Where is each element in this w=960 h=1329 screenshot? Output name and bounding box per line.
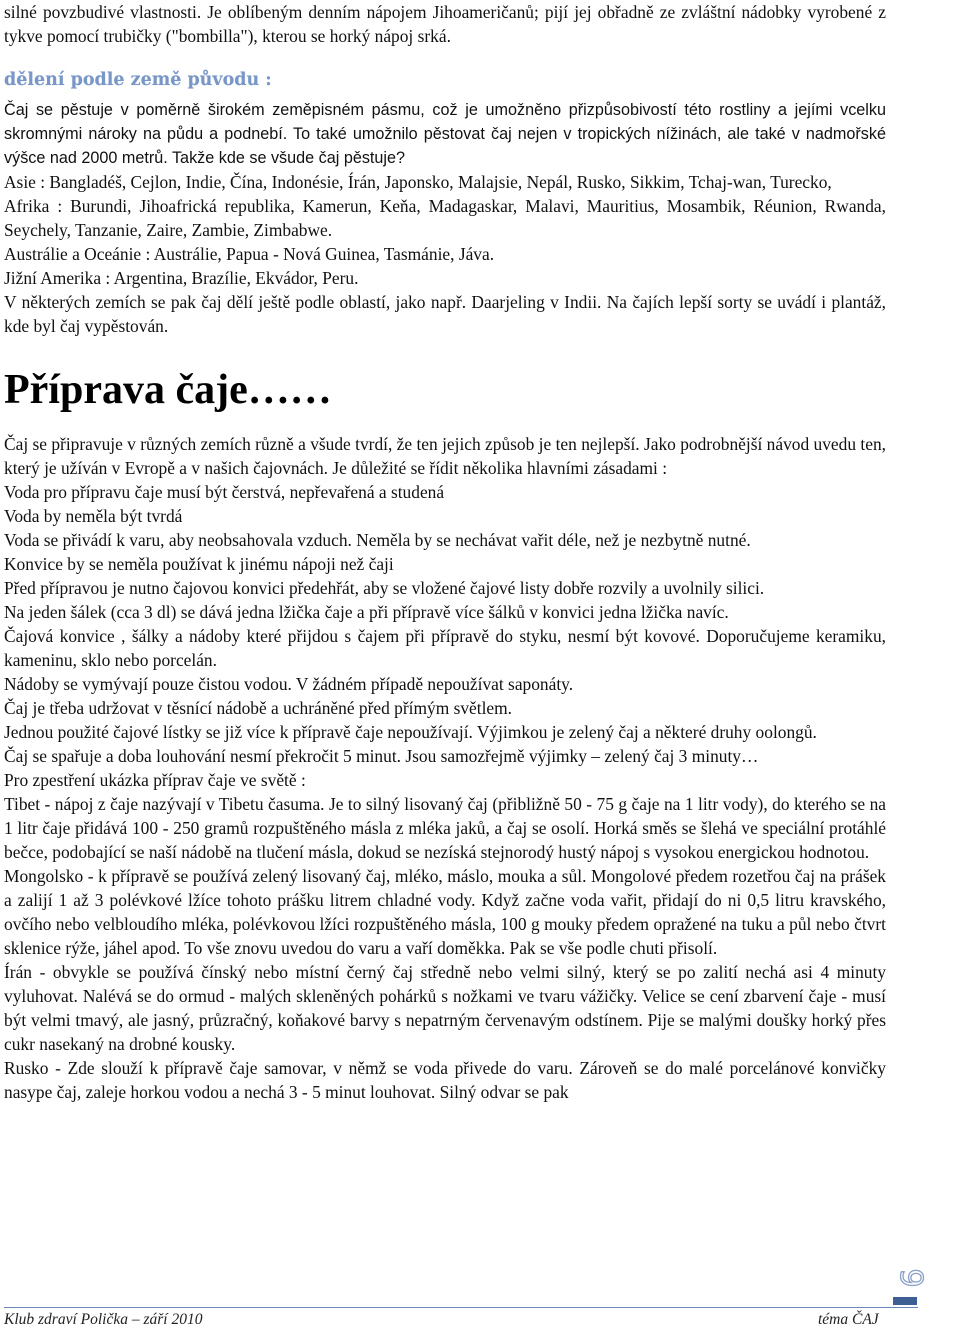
asia-list: Asie : Bangladéš, Cejlon, Indie, Čína, Indonésie, Írán, Japonsko, Malajsie, Nepál, Rusko, Sikkim, Tchaj-wan, Turecko, — [4, 172, 832, 192]
footer-left-text: Klub zdraví Polička – září 2010 — [4, 1311, 203, 1328]
examples-heading: Pro zpestření ukázka příprav čaje ve světě : — [4, 770, 306, 790]
origin-heading: dělení podle země původu : — [4, 70, 272, 90]
rule-4: Konvice by se neměla používat k jinému nápoji než čaji — [4, 554, 394, 574]
preparation-intro: Čaj se připravuje v různých zemích různě a všude tvrdí, že ten jejich způsob je ten nejlepší. Jako podrobnější návod uvedu ten, který je užíván v Evropě a v našich čajovnách. Je důležité se řídit několika hlavními zásadami : — [4, 434, 886, 478]
rule-11: Čaj se spařuje a doba louhování nesmí překročit 5 minut. Jsou samozřejmě výjimky – zelený čaj 3 minuty… — [4, 746, 759, 766]
regions-paragraph: V některých zemích se pak čaj dělí ještě podle oblastí, jako např. Daarjeling v Indii. Na čajích lepší sorty se uvádí i plantáž, kde byl čaj vypěstován. — [4, 292, 886, 336]
rule-9: Čaj je třeba udržovat v těsnící nádobě a uchráněné před přímým světlem. — [4, 698, 513, 718]
rule-7: Čajová konvice , šálky a nádoby které přijdou s čajem při přípravě do styku, nesmí být kovové. Doporučujeme keramiku, kameninu, sklo nebo porcelán. — [4, 626, 886, 670]
preparation-title: Příprava čaje…… — [4, 367, 332, 413]
rule-2: Voda by neměla být tvrdá — [4, 506, 183, 526]
africa-list: Afrika : Burundi, Jihoafrická republika, Kamerun, Keňa, Madagaskar, Malavi, Mauritius, Mosambik, Réunion, Rwanda, Seychely, Tanzanie, Zaire, Zambie, Zimbabwe. — [4, 196, 886, 240]
australia-list: Austrálie a Oceánie : Austrálie, Papua - Nová Guinea, Tasmánie, Jáva. — [4, 244, 495, 264]
iran-paragraph: Írán - obvykle se používá čínský nebo místní černý čaj středně nebo velmi silný, který se po zalití nechá asi 4 minuty vyluhovat. Nalévá se do ormud - malých skleněných pohárků s nožkami ve tvaru vážičky. Velice se cení zbarvení čaje - musí být velmi tmavý, ale jasný, průzračný, koňakové barvy s nepatrným červenavým odstínem. Pije se malými doušky horký přes cukr nasekaný na drobné kousky. — [4, 962, 886, 1054]
intro-paragraph: silné povzbudivé vlastnosti. Je oblíbeným denním nápojem Jihoameričanů; pijí jej obřadně ze zvláštní nádobky vyrobené z tykve pomocí trubičky ("bombilla"), kterou se horký nápoj srká. — [4, 2, 886, 46]
footer-divider — [4, 1307, 918, 1308]
footer-right-text: téma ČAJ — [818, 1311, 879, 1328]
rule-8: Nádoby se vymývají pouze čistou vodou. V žádném případě nepoužívat saponáty. — [4, 674, 574, 694]
rule-6: Na jeden šálek (cca 3 dl) se dává jedna lžička čaje a při přípravě více šálků v konvici jedna lžička navíc. — [4, 602, 729, 622]
rule-10: Jednou použité čajové lístky se již více k přípravě čaje nepoužívají. Výjimkou je zelený čaj a některé druhy oolongů. — [4, 722, 817, 742]
rule-5: Před přípravou je nutno čajovou konvici předehřát, aby se vložené čajové listy dobře rozvily a uvolnily silici. — [4, 578, 765, 598]
south-america-list: Jižní Amerika : Argentina, Brazílie, Ekvádor, Peru. — [4, 268, 359, 288]
page-number: 9 — [893, 1268, 928, 1288]
document-page — [4, 0, 886, 1104]
tibet-paragraph: Tibet - nápoj z čaje nazývají v Tibetu časuma. Je to silný lisovaný čaj (přibližně 50 - 75 g čaje na 1 litr vody), do kterého se na 1 litr čaje přidává 100 - 250 gramů rozpuštěného másla z mléka jaků, a čaj se osolí. Horká směs se šlehá ve speciální protáhlé bečce, podobající se naší nádobě na tlučení másla, dokud se nezíská stejnorodý hustý nápoj s vysokou energickou hodnotou. — [4, 794, 886, 862]
rule-3: Voda se přivádí k varu, aby neobsahovala vzduch. Neměla by se nechávat vařit déle, než je nezbytně nutné. — [4, 530, 751, 550]
russia-paragraph: Rusko - Zde slouží k přípravě čaje samovar, v němž se voda přivede do varu. Zároveň se do malé porcelánové konvičky nasype čaj, zaleje horkou vodou a nechá 3 - 5 minut louhovat. Silný odvar se pak — [4, 1058, 886, 1102]
page-number-bar — [893, 1297, 917, 1305]
rule-1: Voda pro přípravu čaje musí být čerstvá, nepřevařená a studená — [4, 482, 445, 502]
origin-paragraph: Čaj se pěstuje v poměrně širokém zeměpisném pásmu, což je umožněno přizpůsobivostí této rostliny a jejími vcelku skromnými nároky na půdu a podnebí. To také umožnilo pěstovat čaj nejen v tropických nížinách, ale také v nadmořské výšce nad 2000 metrů. Takže kde se všude čaj pěstuje? — [4, 101, 886, 167]
mongolia-paragraph: Mongolsko - k přípravě se používá zelený lisovaný čaj, mléko, máslo, mouka a sůl. Mongolové předem rozetřou čaj na prášek a zalijí 1 až 3 polévkové lžíce tohoto prášku litrem chladné vody. Když začne voda vařit, přidají do ni 0,5 litru kravského, ovčího nebo velbloudího mléka, polévkovou lžíci rozpuštěného másla, 100 g mouky předem opražené na tuku a půl nebo čtvrt sklenice rýže, jáhel apod. To vše znovu uvedou do varu a vaří doměkka. Pak se vše podle chuti přisolí. — [4, 866, 886, 958]
